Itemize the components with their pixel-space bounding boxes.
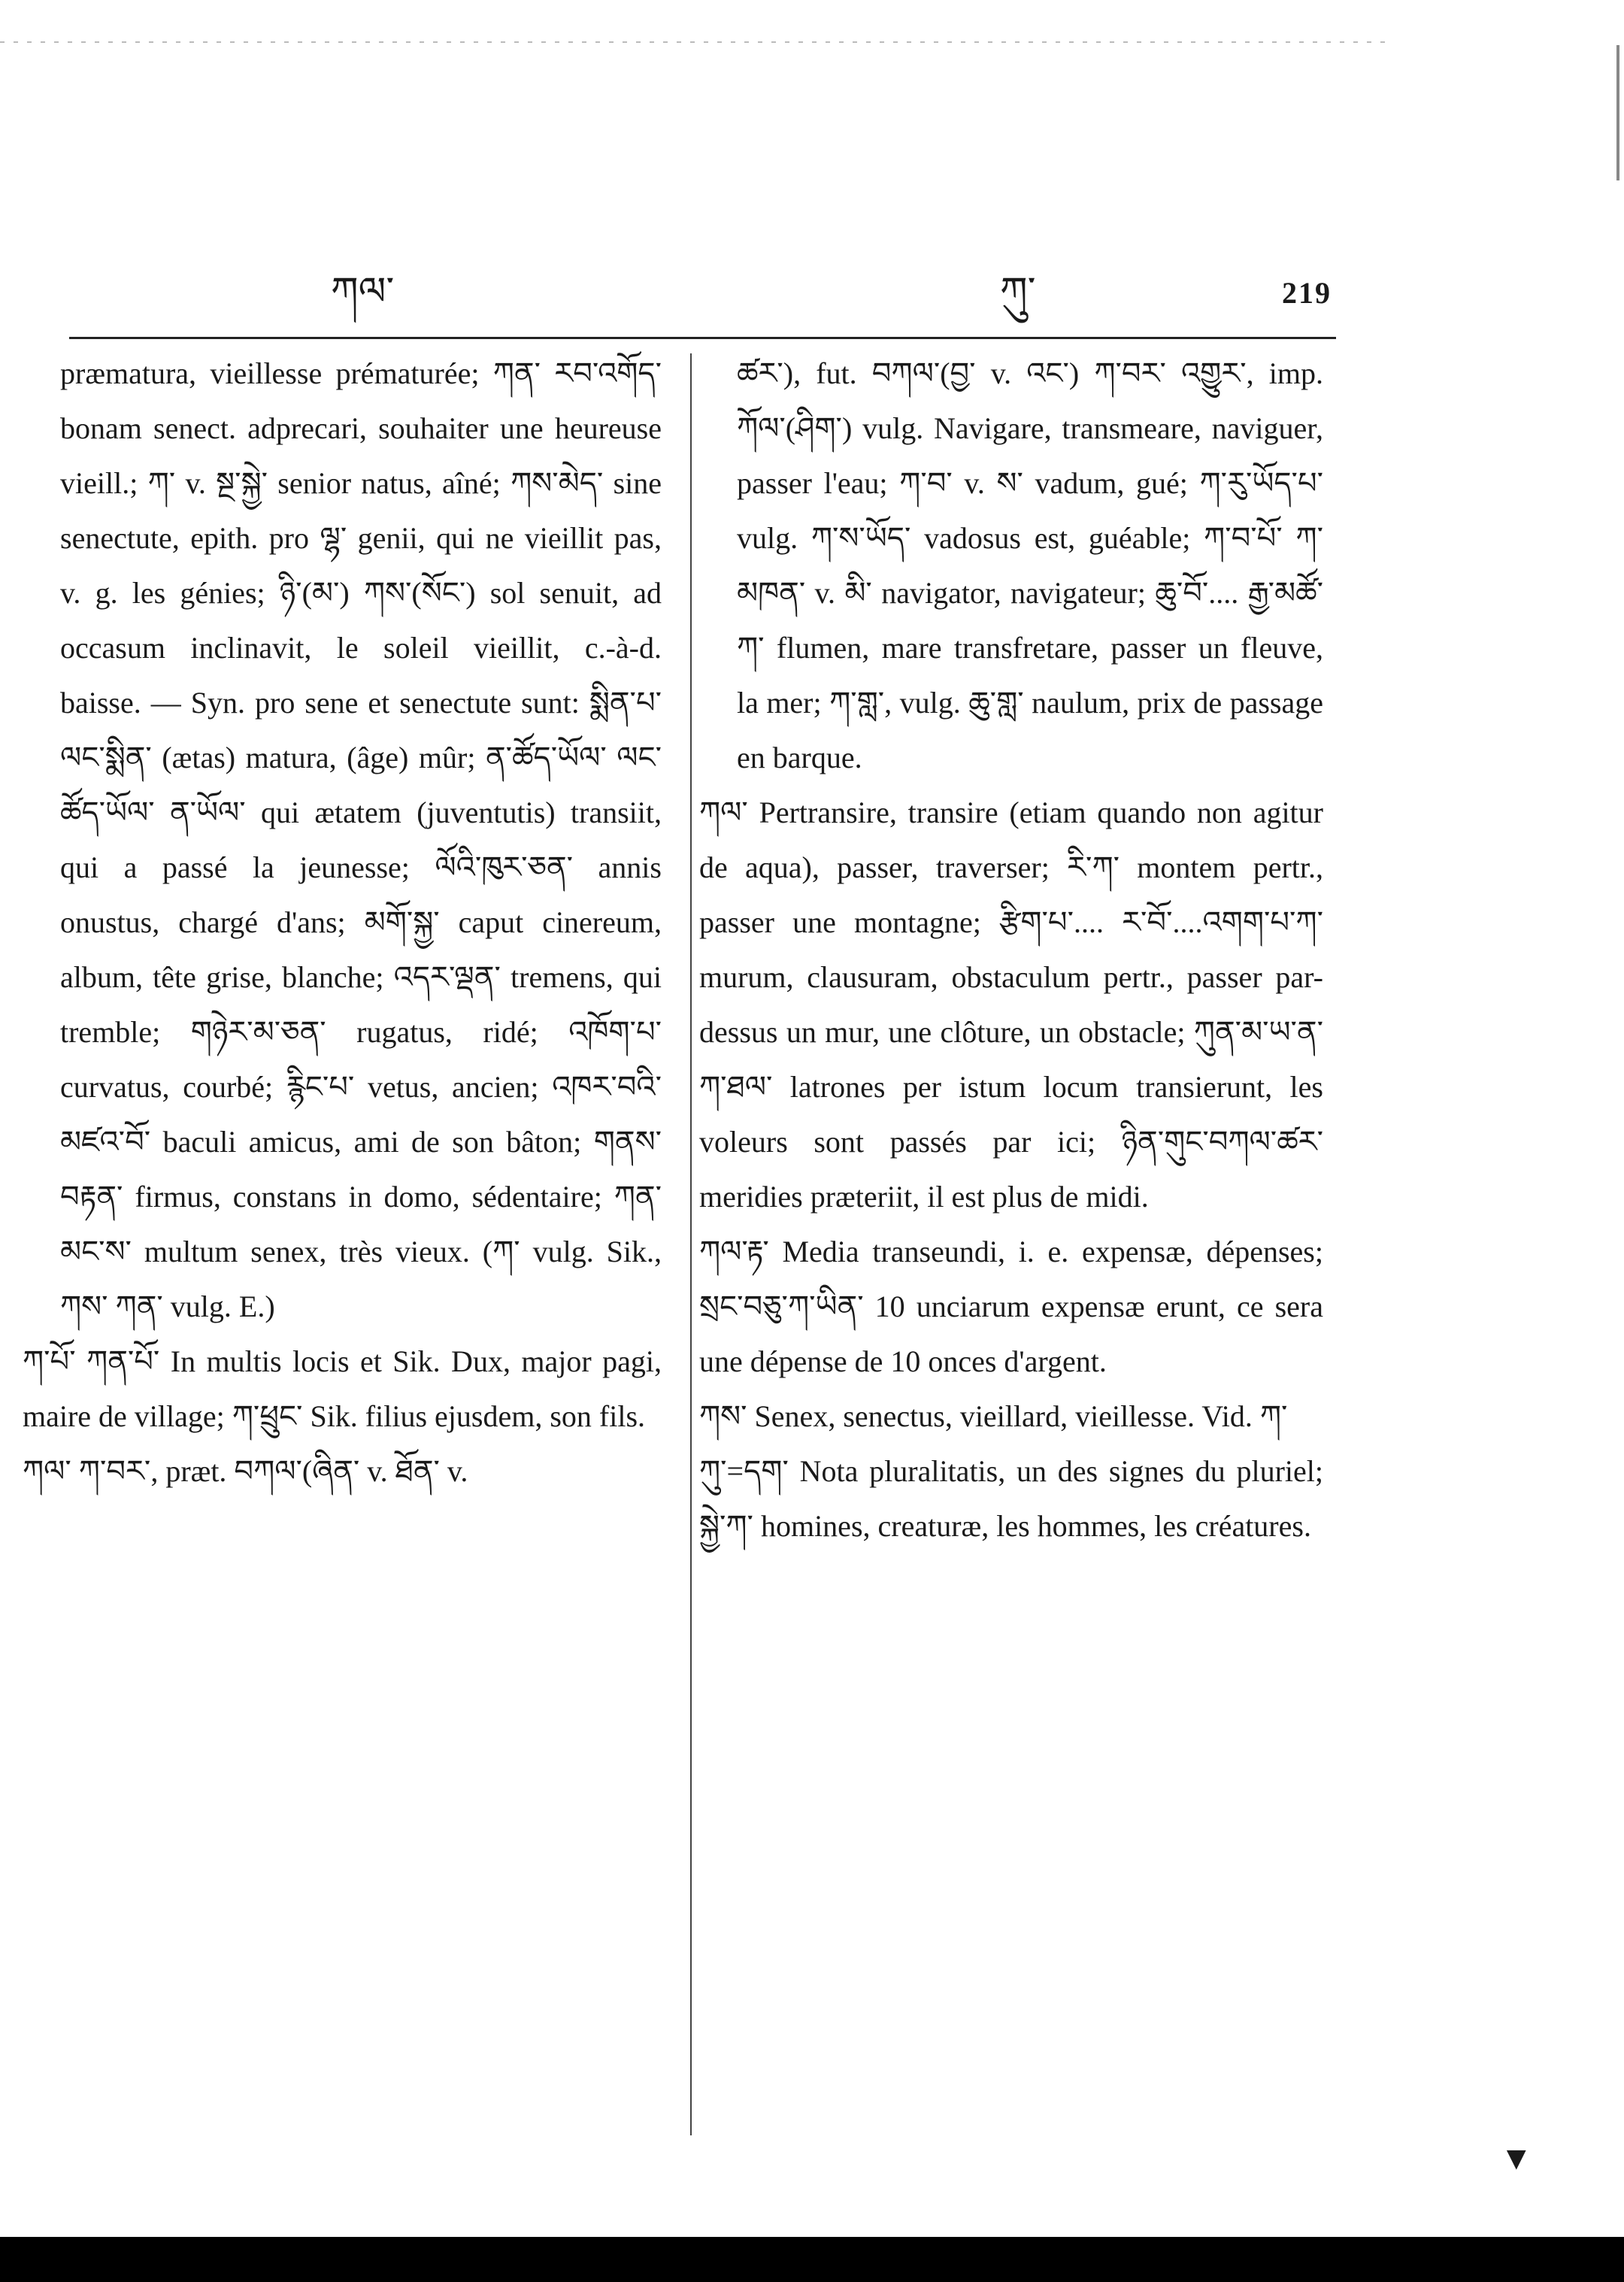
entry-continuation: præmatura, vieillesse prématurée; ཀན་ རབ་འགོད་ bonam senect. adprecari, souhaiter une heureuse vieill.; ཀ་ v. སྔ་སྐྱེ་ senior natus, aîné; ཀས་མེད་ sine senectute, epith. pro ལྷ་ genii, qui ne vieillit pas, v. g. les génies; ཉི་(མ་) ཀས་(སོང་) sol senuit, ad occasum inclinavit, le soleil vieillit, c.-à-d. baisse. — Syn. pro sene et senectute sunt: སྨིན་པ་ ལང་སྨིན་ (ætas) matura, (âge) mûr; ན་ཚོད་ཡོལ་ ལང་ཚོད་ཡོལ་ ན་ཡོལ་ qui ætatem (juventutis) transiit, qui a passé la jeunesse; ལོའི་ཁུར་ཅན་ annis onustus, chargé d'ans; མགོ་སྐྱ་ caput cinereum, album, tête grise, blanche; འདར་ལྡན་ tremens, qui tremble; གཉེར་མ་ཅན་ rugatus, ridé; འཁོག་པ་ curvatus, courbé; རྙིང་པ་ vetus, ancien; འཁར་བའི་མཛའ་བོ་ baculi amicus, ami de son bâton; གནས་བརྟན་ firmus, constans in domo, sédentaire; ཀན་མང་ས་ multum senex, très vieux. (ཀ་ vulg. Sik., ཀས་ ཀན་ vulg. E.): [60, 356, 662, 1323]
right-running-headword: ཀུ་: [1000, 269, 1036, 314]
entry-kal: ཀལ་ ཀ་བར་, præt. བཀལ་(ཞིན་ v. ཐོན་ v.: [23, 1454, 468, 1488]
page-number: 219: [1282, 276, 1332, 310]
entry-kas: ཀས་ Senex, senectus, vieillard, vieillesse. Vid. ཀ་: [699, 1399, 1288, 1433]
page-header: [0, 248, 1624, 338]
right-column: [699, 346, 1323, 1553]
entry-ku-dag: ཀུ་=དག་ Nota pluralitatis, un des signes du pluriel; སྐྱེ་ཀ་ homines, creaturæ, les hommes, les créatures.: [699, 1454, 1323, 1543]
entry-kal-pertransire: ཀལ་ Pertransire, transire (etiam quando non agitur de aqua), passer, traverser; རི་ཀ་ montem pertr., passer une montagne; རྩིག་པ་.... ར་བོ་....འགག་པ་ཀ་ murum, clausuram, obstaculum pertr., passer par-dessus un mur, une clôture, un obstacle; ཀུན་མ་ཡ་ན་ཀ་ཐལ་ latrones per istum locum transierunt, les voleurs sont passés par ici; ཉིན་གུང་བཀལ་ཚར་ meridies præteriit, il est plus de midi.: [699, 796, 1323, 1214]
scan-bottom-bar: [0, 2237, 1624, 2282]
entry-ka-po: ཀ་པོ་ ཀན་པོ་ In multis locis et Sik. Dux, major pagi, maire de village; ཀ་ཕྲུང་ Sik. filius ejusdem, son fils.: [23, 1344, 662, 1433]
header-rule: [69, 337, 1336, 339]
left-column: [23, 346, 662, 1499]
entry-continuation-right: ཚར་), fut. བཀལ་(བྱ་ v. འང་) ཀ་བར་ འགྱུར་, imp. ཀོལ་(ཤིག་) vulg. Navigare, transmeare, naviguer, passer l'eau; ཀ་བ་ v. ས་ vadum, gué; ཀ་རུ་ཡོད་པ་ vulg. ཀ་ས་ཡོད་ vadosus est, guéable; ཀ་བ་པོ་ ཀ་མཁན་ v. མི་ navigator, navigateur; ཆུ་བོ་.... རྒྱ་མཚོ་ཀ་ flumen, mare transfretare, passer un fleuve, la mer; ཀ་གླ་, vulg. ཆུ་གླ་ naulum, prix de passage en barque.: [737, 356, 1323, 774]
printer-mark: ▼: [1500, 2140, 1533, 2177]
scan-edge-mark: [1616, 45, 1619, 180]
entry-kal-rta: ཀལ་རྟ་ Media transeundi, i. e. expensæ, dépenses; སྲང་བཅུ་ཀ་ཡིན་ 10 unciarum expensæ erunt, ce sera une dépense de 10 onces d'argent.: [699, 1235, 1323, 1378]
column-separator: [690, 353, 692, 2135]
scan-artifact-line: [0, 41, 1391, 43]
left-running-headword: ཀལ་: [331, 269, 395, 314]
